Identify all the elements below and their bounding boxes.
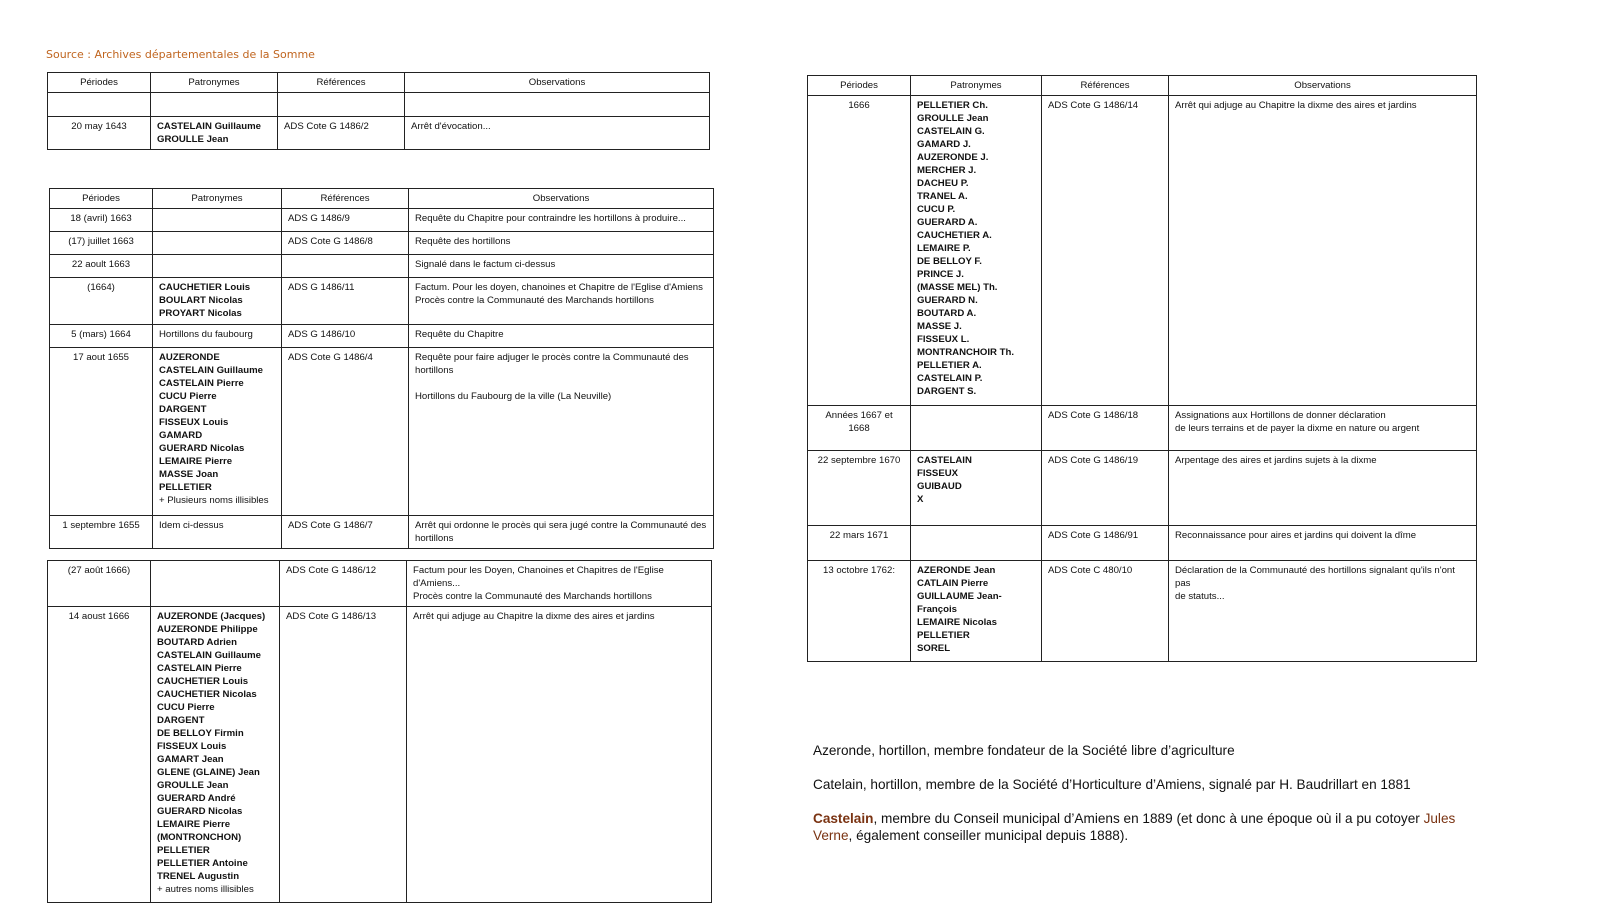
table-archives-1643	[47, 72, 710, 150]
surname-entry: CASTELAIN G.	[917, 126, 985, 137]
period-cell: 18 (avril) 1663	[50, 209, 153, 232]
surname-entry: X	[917, 494, 924, 505]
surname-entry: PELLETIER A.	[917, 360, 982, 371]
surname-entry: PELLETIER	[159, 482, 212, 493]
observation-line: Arrêt qui ordonne le procès qui sera jugé contre la Communauté des	[415, 520, 707, 531]
names-cell	[911, 451, 1042, 526]
surname-entry: CAUCHETIER A.	[917, 230, 992, 241]
col-references-header: Références	[282, 189, 409, 209]
surname-entry: CASTELAIN Pierre	[157, 663, 242, 674]
surname-entry: GUIBAUD	[917, 481, 962, 492]
col-patronymes-header: Patronymes	[153, 189, 282, 209]
names-plain-text: Hortillons du faubourg	[159, 329, 253, 340]
period-cell: 22 septembre 1670	[808, 451, 911, 526]
table-row	[808, 561, 1477, 662]
surname-entry: TRANEL A.	[917, 191, 968, 202]
col-observations-header: Observations	[409, 189, 714, 209]
names-plain-text: Idem ci-dessus	[159, 520, 224, 531]
observation-cell	[405, 93, 710, 117]
jules-verne-link[interactable]: Jules Verne	[813, 811, 1456, 843]
note-catelain: Catelain, hortillon, membre de la Société d’Horticulture d’Amiens, signalé par H. Baudrillart en 1881	[813, 777, 1411, 792]
surname-entry: PELLETIER Antoine	[157, 858, 248, 869]
observation-cell	[409, 232, 714, 255]
reference-cell: ADS Cote C 480/10	[1042, 561, 1169, 662]
observation-line: Factum. Pour les doyen, chanoines et Chapitre de l'Eglise d'Amiens	[415, 282, 703, 293]
table-archives-1666-1762	[807, 75, 1477, 662]
col-patronymes-header: Patronymes	[151, 73, 278, 93]
table-header-row	[50, 189, 714, 209]
period-cell: 22 mars 1671	[808, 526, 911, 561]
reference-cell: ADS Cote G 1486/91	[1042, 526, 1169, 561]
surname-entry: CASTELAIN Guillaume	[159, 365, 263, 376]
table-row	[50, 278, 714, 325]
table-row	[48, 117, 710, 150]
surname-entry: AZERONDE Jean	[917, 565, 996, 576]
surname-entry: PELLETIER	[157, 845, 210, 856]
table-row	[808, 96, 1477, 406]
names-cell	[911, 526, 1042, 561]
observation-cell	[407, 561, 712, 607]
surname-entry: LEMAIRE Nicolas	[917, 617, 997, 628]
col-observations-header: Observations	[405, 73, 710, 93]
names-cell	[151, 561, 280, 607]
surname-entry: SOREL	[917, 643, 951, 654]
names-cell	[151, 117, 278, 150]
observation-cell	[409, 209, 714, 232]
note-azeronde: Azeronde, hortillon, membre fondateur de la Société libre d’agriculture	[813, 743, 1235, 758]
surname-entry: DARGENT	[157, 715, 205, 726]
surname-entry: AUZERONDE (Jacques)	[157, 611, 266, 622]
observation-cell	[1169, 96, 1477, 406]
castelain-name: Castelain	[813, 811, 874, 826]
surname-entry: GUERARD Nicolas	[157, 806, 243, 817]
reference-cell: ADS Cote G 1486/7	[282, 516, 409, 549]
surname-entry: FISSEUX Louis	[159, 417, 229, 428]
table-archives-1655-1664	[49, 188, 714, 549]
table-row	[50, 209, 714, 232]
surname-entry: BOUTARD Adrien	[157, 637, 237, 648]
surname-entry: CATLAIN Pierre	[917, 578, 989, 589]
surname-entry: LEMAIRE Pierre	[159, 456, 233, 467]
period-cell: Années 1667 et 1668	[808, 406, 911, 451]
reference-cell: ADS Cote G 1486/12	[280, 561, 407, 607]
surname-entry: BOULART Nicolas	[159, 295, 243, 306]
surname-entry: GUERARD Nicolas	[159, 443, 245, 454]
surname-entry: CASTELAIN Pierre	[159, 378, 244, 389]
surname-entry: CASTELAIN	[917, 455, 972, 466]
castelain-end: , également conseiller municipal depuis 1888).	[848, 828, 1129, 843]
surname-entry: François	[917, 604, 957, 615]
observation-line: de statuts...	[1175, 591, 1225, 602]
col-references-header: Références	[1042, 76, 1169, 96]
surname-entry: LEMAIRE Pierre	[157, 819, 231, 830]
surname-entry: CUCU Pierre	[157, 702, 215, 713]
reference-cell: ADS Cote G 1486/2	[278, 117, 405, 150]
observation-cell	[407, 607, 712, 903]
table-row	[808, 451, 1477, 526]
names-cell	[153, 232, 282, 255]
names-extra-note: + autres noms illisibles	[157, 884, 254, 895]
surname-entry: AUZERONDE	[159, 352, 220, 363]
table-row	[50, 232, 714, 255]
names-cell	[153, 348, 282, 516]
observation-line: Procès contre la Communauté des Marchands hortillons	[415, 295, 654, 306]
surname-entry: MONTRANCHOIR Th.	[917, 347, 1014, 358]
period-cell: 17 aout 1655	[50, 348, 153, 516]
table-row	[808, 526, 1477, 561]
surname-entry: TRENEL Augustin	[157, 871, 240, 882]
observation-line: hortillons	[415, 533, 454, 544]
castelain-text: , membre du Conseil municipal d’Amiens en 1889 (et donc à une époque où il a pu cotoyer	[873, 811, 1424, 826]
observation-line: Arpentage des aires et jardins sujets à la dixme	[1175, 455, 1377, 466]
surname-entry: GUILLAUME Jean-	[917, 591, 1002, 602]
names-cell	[151, 607, 280, 903]
surname-entry: PELLETIER	[917, 630, 970, 641]
surname-entry: GROULLE Jean	[157, 134, 229, 145]
surname-entry: GUERARD André	[157, 793, 236, 804]
col-periodes-header: Périodes	[808, 76, 911, 96]
observation-cell	[1169, 561, 1477, 662]
surname-entry: CAUCHETIER Louis	[159, 282, 251, 293]
observation-cell	[1169, 451, 1477, 526]
names-cell	[153, 516, 282, 549]
table-header-row	[808, 76, 1477, 96]
observation-cell	[409, 325, 714, 348]
surname-entry: PELLETIER Ch.	[917, 100, 988, 111]
surname-entry: MASSE J.	[917, 321, 962, 332]
observation-line: Arrêt qui adjuge au Chapitre la dixme des aires et jardins	[413, 611, 655, 622]
reference-cell: ADS Cote G 1486/4	[282, 348, 409, 516]
observation-cell	[409, 516, 714, 549]
reference-cell: ADS Cote G 1486/19	[1042, 451, 1169, 526]
reference-cell: ADS G 1486/11	[282, 278, 409, 325]
surname-entry: FISSEUX Louis	[157, 741, 227, 752]
names-cell	[153, 209, 282, 232]
period-cell: 1 septembre 1655	[50, 516, 153, 549]
surname-entry: AUZERONDE Philippe	[157, 624, 258, 635]
surname-entry: DE BELLOY F.	[917, 256, 982, 267]
period-cell: 20 may 1643	[48, 117, 151, 150]
period-cell: 22 aoult 1663	[50, 255, 153, 278]
observation-line: Requête des hortillons	[415, 236, 511, 247]
surname-entry: GAMARD	[159, 430, 203, 441]
surname-entry: PRINCE J.	[917, 269, 964, 280]
reference-cell: ADS Cote G 1486/14	[1042, 96, 1169, 406]
surname-entry: GROULLE Jean	[917, 113, 989, 124]
period-cell: 5 (mars) 1664	[50, 325, 153, 348]
observation-line: Arrêt qui adjuge au Chapitre la dixme des aires et jardins	[1175, 100, 1417, 111]
table-row	[50, 348, 714, 516]
period-cell: (17) juillet 1663	[50, 232, 153, 255]
surname-entry: BOUTARD A.	[917, 308, 977, 319]
reference-cell: ADS Cote G 1486/8	[282, 232, 409, 255]
observation-line: Assignations aux Hortillons de donner déclaration	[1175, 410, 1386, 421]
observation-line: Procès contre la Communauté des Marchands hortillons	[413, 591, 652, 602]
col-periodes-header: Périodes	[48, 73, 151, 93]
surname-entry: GROULLE Jean	[157, 780, 229, 791]
observation-line: Requête pour faire adjuger le procès contre la Communauté des	[415, 352, 689, 363]
observation-cell	[409, 278, 714, 325]
surname-entry: GLENE (GLAINE) Jean	[157, 767, 260, 778]
names-cell	[151, 93, 278, 117]
names-cell	[911, 406, 1042, 451]
table-row	[48, 93, 710, 117]
col-patronymes-header: Patronymes	[911, 76, 1042, 96]
table-row	[50, 325, 714, 348]
surname-entry: (MASSE MEL) Th.	[917, 282, 998, 293]
surname-entry: CUCU P.	[917, 204, 956, 215]
surname-entry: PROYART Nicolas	[159, 308, 242, 319]
period-cell: (1664)	[50, 278, 153, 325]
surname-entry: LEMAIRE P.	[917, 243, 971, 254]
source-line: Source : Archives départementales de la Somme	[46, 48, 315, 61]
surname-entry: DARGENT S.	[917, 386, 977, 397]
surname-entry: DACHEU P.	[917, 178, 969, 189]
observation-line: de leurs terrains et de payer la dixme en nature ou argent	[1175, 423, 1420, 434]
table-archives-1666	[47, 560, 712, 903]
surname-entry: CASTELAIN Guillaume	[157, 650, 261, 661]
surname-entry: GUERARD A.	[917, 217, 978, 228]
reference-cell	[282, 255, 409, 278]
period-cell	[48, 93, 151, 117]
surname-entry: MASSE Joan	[159, 469, 219, 480]
observation-line: Factum pour les Doyen, Chanoines et Chapitres de l'Eglise d'Amiens...	[413, 565, 664, 589]
surname-entry: GAMARD J.	[917, 139, 971, 150]
observation-line: Requête du Chapitre pour contraindre les hortillons à produire...	[415, 213, 686, 224]
col-observations-header: Observations	[1169, 76, 1477, 96]
observation-line: Reconnaissance pour aires et jardins qui doivent la dîme	[1175, 530, 1417, 541]
names-cell	[911, 96, 1042, 406]
col-references-header: Références	[278, 73, 405, 93]
table-row	[808, 406, 1477, 451]
names-cell	[153, 325, 282, 348]
surname-entry: MERCHER J.	[917, 165, 977, 176]
table-header-row	[48, 73, 710, 93]
observation-cell	[409, 255, 714, 278]
surname-entry: AUZERONDE J.	[917, 152, 989, 163]
note-castelain	[813, 810, 1473, 844]
surname-entry: DE BELLOY Firmin	[157, 728, 244, 739]
surname-entry: CASTELAIN P.	[917, 373, 983, 384]
period-cell: 13 octobre 1762:	[808, 561, 911, 662]
observation-line: Hortillons du Faubourg de la ville (La Neuville)	[415, 391, 612, 402]
table-row	[48, 561, 712, 607]
surname-entry: CASTELAIN Guillaume	[157, 121, 261, 132]
observation-cell	[1169, 406, 1477, 451]
surname-entry: CUCU Pierre	[159, 391, 217, 402]
table-row	[50, 255, 714, 278]
surname-entry: CAUCHETIER Nicolas	[157, 689, 257, 700]
surname-entry: FISSEUX	[917, 468, 959, 479]
observation-cell	[405, 117, 710, 150]
period-cell: 1666	[808, 96, 911, 406]
surname-entry: FISSEUX L.	[917, 334, 970, 345]
observation-line: hortillons	[415, 365, 454, 376]
observation-cell	[409, 348, 714, 516]
observation-cell	[1169, 526, 1477, 561]
reference-cell: ADS G 1486/10	[282, 325, 409, 348]
surname-entry: CAUCHETIER Louis	[157, 676, 249, 687]
surname-entry: DARGENT	[159, 404, 207, 415]
observation-line: Requête du Chapitre	[415, 329, 504, 340]
reference-cell: ADS Cote G 1486/18	[1042, 406, 1169, 451]
period-cell: (27 août 1666)	[48, 561, 151, 607]
table-row	[50, 516, 714, 549]
surname-entry: GAMART Jean	[157, 754, 224, 765]
names-cell	[153, 255, 282, 278]
observation-line: Arrêt d'évocation...	[411, 121, 491, 132]
names-extra-note: + Plusieurs noms illisibles	[159, 495, 269, 506]
names-cell	[911, 561, 1042, 662]
period-cell: 14 aoust 1666	[48, 607, 151, 903]
col-periodes-header: Périodes	[50, 189, 153, 209]
table-row	[48, 607, 712, 903]
reference-cell: ADS Cote G 1486/13	[280, 607, 407, 903]
reference-cell	[278, 93, 405, 117]
observation-line: Déclaration de la Communauté des hortillons signalant qu'ils n'ont pas	[1175, 565, 1455, 589]
observation-line: Signalé dans le factum ci-dessus	[415, 259, 556, 270]
names-cell	[153, 278, 282, 325]
reference-cell: ADS G 1486/9	[282, 209, 409, 232]
surname-entry: (MONTRONCHON)	[157, 832, 242, 843]
notes-block	[813, 742, 1473, 861]
surname-entry: GUERARD N.	[917, 295, 978, 306]
